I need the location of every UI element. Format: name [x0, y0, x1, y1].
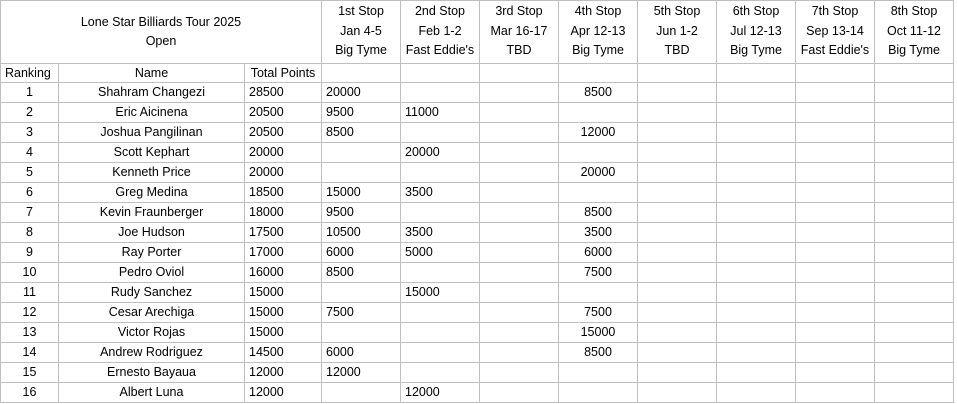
stop-2-points-cell: [401, 203, 480, 223]
stop-7-points-cell: [796, 183, 875, 203]
stop-3-points-cell: [480, 123, 559, 143]
stop-3-points-cell: [480, 103, 559, 123]
stop-3-points-cell: [480, 143, 559, 163]
stop-1-points-cell: 9500: [322, 103, 401, 123]
stop-1-header: 1st Stop Jan 4-5 Big Tyme: [322, 1, 401, 64]
stop-6-points-cell: [717, 103, 796, 123]
stop-5-points-cell: [638, 183, 717, 203]
stop-3-points-cell: [480, 383, 559, 403]
stop-5-points-cell: [638, 143, 717, 163]
player-rows: [1, 83, 954, 403]
stop-8-points-cell: [875, 163, 954, 183]
stop-4-points-cell: [559, 103, 638, 123]
table-row: [1, 303, 954, 323]
table-row: [1, 203, 954, 223]
stop-3-points-cell: [480, 323, 559, 343]
rank-cell: 6: [1, 183, 59, 203]
stop-7-points-cell: [796, 243, 875, 263]
stop-4-points-cell: 6000: [559, 243, 638, 263]
stop-2-points-cell: 12000: [401, 383, 480, 403]
stop-8-points-cell: [875, 283, 954, 303]
stop-6-points-cell: [717, 343, 796, 363]
player-name-cell: Greg Medina: [59, 183, 245, 203]
total-points-cell: 16000: [245, 263, 322, 283]
stop-3-points-cell: [480, 303, 559, 323]
stop-4-points-cell: [559, 283, 638, 303]
rank-cell: 2: [1, 103, 59, 123]
empty-cell: [401, 64, 480, 83]
stop-1-points-cell: 8500: [322, 123, 401, 143]
stop-2-points-cell: [401, 343, 480, 363]
stop-4-points-cell: [559, 143, 638, 163]
stop-4-points-cell: 8500: [559, 203, 638, 223]
stop-7-points-cell: [796, 263, 875, 283]
total-points-cell: 15000: [245, 303, 322, 323]
total-points-cell: 17500: [245, 223, 322, 243]
stop-5-points-cell: [638, 363, 717, 383]
stop-6-points-cell: [717, 383, 796, 403]
stop-5-header: 5th Stop Jun 1-2 TBD: [638, 1, 717, 64]
stop-3-points-cell: [480, 163, 559, 183]
stop-4-points-cell: 8500: [559, 83, 638, 103]
stop-6-points-cell: [717, 183, 796, 203]
total-points-cell: 20500: [245, 103, 322, 123]
stop-7-points-cell: [796, 343, 875, 363]
stop-8-points-cell: [875, 263, 954, 283]
table-row: [1, 243, 954, 263]
stop-3-points-cell: [480, 203, 559, 223]
stop-1-points-cell: 20000: [322, 83, 401, 103]
stop-6-points-cell: [717, 223, 796, 243]
stop-5-points-cell: [638, 343, 717, 363]
player-name-cell: Cesar Arechiga: [59, 303, 245, 323]
stop-8-header: 8th Stop Oct 11-12 Big Tyme: [875, 1, 954, 64]
stop-4-points-cell: 20000: [559, 163, 638, 183]
stop-8-points-cell: [875, 83, 954, 103]
stop-7-points-cell: [796, 223, 875, 243]
stop-2-points-cell: [401, 123, 480, 143]
rank-cell: 9: [1, 243, 59, 263]
stop-4-points-cell: 7500: [559, 303, 638, 323]
total-points-header: Total Points: [245, 64, 322, 83]
stop-2-points-cell: [401, 363, 480, 383]
stop-7-points-cell: [796, 203, 875, 223]
stop-6-points-cell: [717, 83, 796, 103]
stop-5-points-cell: [638, 223, 717, 243]
table-row: [1, 83, 954, 103]
stop-8-points-cell: [875, 243, 954, 263]
name-header: Name: [59, 64, 245, 83]
table-row: [1, 143, 954, 163]
stop-3-points-cell: [480, 343, 559, 363]
stop-4-points-cell: [559, 363, 638, 383]
player-name-cell: Kenneth Price: [59, 163, 245, 183]
player-name-cell: Andrew Rodriguez: [59, 343, 245, 363]
player-name-cell: Victor Rojas: [59, 323, 245, 343]
stop-2-header: 2nd Stop Feb 1-2 Fast Eddie's: [401, 1, 480, 64]
table-row: [1, 163, 954, 183]
stop-4-header: 4th Stop Apr 12-13 Big Tyme: [559, 1, 638, 64]
stop-1-points-cell: [322, 163, 401, 183]
table-row: [1, 123, 954, 143]
stop-3-points-cell: [480, 223, 559, 243]
stop-1-points-cell: 10500: [322, 223, 401, 243]
player-name-cell: Kevin Fraunberger: [59, 203, 245, 223]
stop-8-points-cell: [875, 103, 954, 123]
stop-2-points-cell: 5000: [401, 243, 480, 263]
stop-3-points-cell: [480, 363, 559, 383]
rank-cell: 3: [1, 123, 59, 143]
stop-7-points-cell: [796, 283, 875, 303]
stop-3-points-cell: [480, 83, 559, 103]
empty-cell: [796, 64, 875, 83]
rank-cell: 12: [1, 303, 59, 323]
player-name-cell: Ernesto Bayaua: [59, 363, 245, 383]
stop-5-points-cell: [638, 263, 717, 283]
stop-5-points-cell: [638, 123, 717, 143]
empty-cell: [638, 64, 717, 83]
stop-7-points-cell: [796, 383, 875, 403]
stop-1-points-cell: 8500: [322, 263, 401, 283]
stop-7-points-cell: [796, 103, 875, 123]
stop-4-points-cell: 3500: [559, 223, 638, 243]
stop-3-points-cell: [480, 263, 559, 283]
rank-cell: 15: [1, 363, 59, 383]
empty-cell: [480, 64, 559, 83]
stop-6-points-cell: [717, 303, 796, 323]
stop-1-points-cell: 6000: [322, 243, 401, 263]
total-points-cell: 20500: [245, 123, 322, 143]
ranking-header: Ranking: [1, 64, 59, 83]
stop-7-points-cell: [796, 143, 875, 163]
stop-6-points-cell: [717, 163, 796, 183]
rank-cell: 7: [1, 203, 59, 223]
empty-cell: [717, 64, 796, 83]
player-name-cell: Rudy Sanchez: [59, 283, 245, 303]
stop-6-points-cell: [717, 323, 796, 343]
stop-2-points-cell: [401, 303, 480, 323]
player-name-cell: Albert Luna: [59, 383, 245, 403]
table-row: [1, 183, 954, 203]
stop-7-points-cell: [796, 163, 875, 183]
stop-1-points-cell: [322, 283, 401, 303]
stop-4-points-cell: 15000: [559, 323, 638, 343]
stop-3-points-cell: [480, 283, 559, 303]
stop-2-points-cell: 20000: [401, 143, 480, 163]
rank-cell: 8: [1, 223, 59, 243]
stop-4-points-cell: 7500: [559, 263, 638, 283]
stop-6-points-cell: [717, 363, 796, 383]
column-header-row: [1, 64, 954, 83]
stop-2-points-cell: 15000: [401, 283, 480, 303]
stop-1-points-cell: 6000: [322, 343, 401, 363]
stop-6-points-cell: [717, 203, 796, 223]
stop-1-points-cell: [322, 383, 401, 403]
stop-8-points-cell: [875, 343, 954, 363]
total-points-cell: 17000: [245, 243, 322, 263]
stop-8-points-cell: [875, 203, 954, 223]
player-name-cell: Scott Kephart: [59, 143, 245, 163]
stop-1-points-cell: 7500: [322, 303, 401, 323]
stop-8-points-cell: [875, 323, 954, 343]
stop-5-points-cell: [638, 383, 717, 403]
stops-header-row: [1, 1, 954, 64]
stop-4-points-cell: [559, 183, 638, 203]
player-name-cell: Pedro Oviol: [59, 263, 245, 283]
stop-6-points-cell: [717, 123, 796, 143]
stop-5-points-cell: [638, 243, 717, 263]
stop-4-points-cell: 8500: [559, 343, 638, 363]
stop-8-points-cell: [875, 123, 954, 143]
table-row: [1, 383, 954, 403]
stop-2-points-cell: [401, 83, 480, 103]
table-row: [1, 263, 954, 283]
stop-2-points-cell: 11000: [401, 103, 480, 123]
rank-cell: 10: [1, 263, 59, 283]
stop-8-points-cell: [875, 383, 954, 403]
stop-2-points-cell: 3500: [401, 223, 480, 243]
stop-2-points-cell: 3500: [401, 183, 480, 203]
total-points-cell: 15000: [245, 283, 322, 303]
stop-5-points-cell: [638, 303, 717, 323]
rank-cell: 13: [1, 323, 59, 343]
stop-5-points-cell: [638, 163, 717, 183]
stop-3-header: 3rd Stop Mar 16-17 TBD: [480, 1, 559, 64]
table-row: [1, 103, 954, 123]
stop-7-header: 7th Stop Sep 13-14 Fast Eddie's: [796, 1, 875, 64]
rank-cell: 4: [1, 143, 59, 163]
stop-6-points-cell: [717, 143, 796, 163]
stop-8-points-cell: [875, 303, 954, 323]
stop-1-points-cell: [322, 323, 401, 343]
total-points-cell: 15000: [245, 323, 322, 343]
stop-6-points-cell: [717, 263, 796, 283]
stop-5-points-cell: [638, 103, 717, 123]
total-points-cell: 20000: [245, 143, 322, 163]
rank-cell: 1: [1, 83, 59, 103]
player-name-cell: Joe Hudson: [59, 223, 245, 243]
table-row: [1, 343, 954, 363]
stop-3-points-cell: [480, 243, 559, 263]
stop-7-points-cell: [796, 123, 875, 143]
empty-cell: [875, 64, 954, 83]
stop-4-points-cell: 12000: [559, 123, 638, 143]
player-name-cell: Eric Aicinena: [59, 103, 245, 123]
stop-2-points-cell: [401, 163, 480, 183]
stop-2-points-cell: [401, 263, 480, 283]
stop-1-points-cell: 12000: [322, 363, 401, 383]
stop-4-points-cell: [559, 383, 638, 403]
stop-6-header: 6th Stop Jul 12-13 Big Tyme: [717, 1, 796, 64]
total-points-cell: 28500: [245, 83, 322, 103]
stop-5-points-cell: [638, 203, 717, 223]
stop-8-points-cell: [875, 363, 954, 383]
stop-8-points-cell: [875, 143, 954, 163]
stop-8-points-cell: [875, 183, 954, 203]
stop-6-points-cell: [717, 243, 796, 263]
rank-cell: 14: [1, 343, 59, 363]
stop-5-points-cell: [638, 323, 717, 343]
stop-2-points-cell: [401, 323, 480, 343]
table-row: [1, 323, 954, 343]
stop-6-points-cell: [717, 283, 796, 303]
stop-5-points-cell: [638, 83, 717, 103]
total-points-cell: 14500: [245, 343, 322, 363]
total-points-cell: 20000: [245, 163, 322, 183]
stop-7-points-cell: [796, 323, 875, 343]
stop-8-points-cell: [875, 223, 954, 243]
rank-cell: 5: [1, 163, 59, 183]
stop-7-points-cell: [796, 303, 875, 323]
table-row: [1, 223, 954, 243]
table-row: [1, 363, 954, 383]
stop-1-points-cell: 15000: [322, 183, 401, 203]
tour-title-cell: [1, 1, 322, 64]
stop-3-points-cell: [480, 183, 559, 203]
empty-cell: [322, 64, 401, 83]
rank-cell: 16: [1, 383, 59, 403]
total-points-cell: 12000: [245, 383, 322, 403]
total-points-cell: 18000: [245, 203, 322, 223]
player-name-cell: Shahram Changezi: [59, 83, 245, 103]
total-points-cell: 18500: [245, 183, 322, 203]
rank-cell: 11: [1, 283, 59, 303]
player-name-cell: Joshua Pangilinan: [59, 123, 245, 143]
tour-title: Lone Star Billiards Tour 2025: [80, 15, 242, 29]
player-name-cell: Ray Porter: [59, 243, 245, 263]
empty-cell: [559, 64, 638, 83]
stop-1-points-cell: 9500: [322, 203, 401, 223]
stop-1-points-cell: [322, 143, 401, 163]
stop-5-points-cell: [638, 283, 717, 303]
table-row: [1, 283, 954, 303]
total-points-cell: 12000: [245, 363, 322, 383]
stop-7-points-cell: [796, 83, 875, 103]
tour-division: Open: [145, 34, 177, 48]
stop-7-points-cell: [796, 363, 875, 383]
